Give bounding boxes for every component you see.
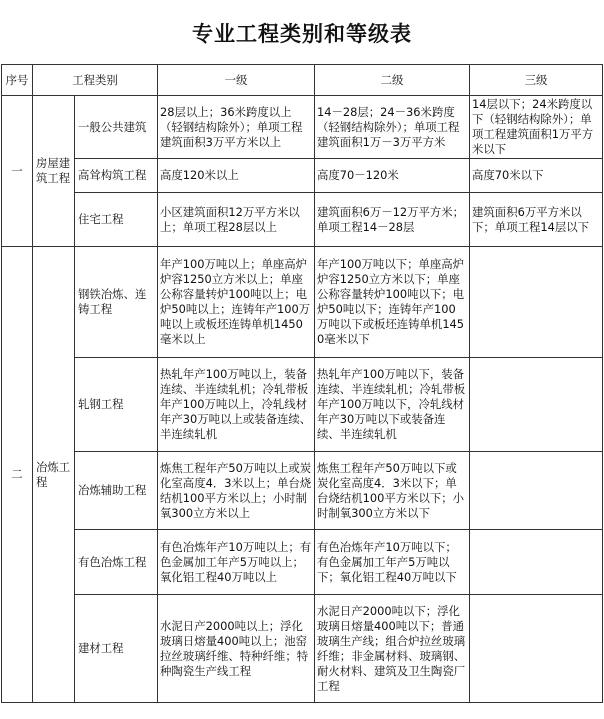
grade-3-cell: [470, 595, 603, 703]
grade-2-cell: 炼焦工程年产50万吨以下或炭化室高度4．3米以下；单台烧结机100平方米以下；小时制氧300立方米以下: [315, 452, 470, 530]
grade-3-cell: 14层以下；24米跨度以下（轻钢结构除外）；单项工程建筑面积1万平方米以下: [470, 96, 603, 159]
sub-category: 一般公共建筑: [75, 96, 158, 159]
grade-2-cell: 热轧年产100万吨以下，装备连续、半连续轧机；冷轧带板年产100万吨以下，冷轧线材年产30万吨以下或装备连续、半连续轧机: [315, 358, 470, 452]
header-index: 序号: [2, 65, 33, 96]
grade-2-cell: 年产100万吨以下；单座高炉炉容1250立方米以下；单座公称容量转炉100吨以下；电炉50吨以下；连铸年产100万吨以下或板坯连铸单机1450毫米以下: [315, 247, 470, 358]
table-row: [2, 358, 603, 452]
grade-3-cell: [470, 247, 603, 358]
header-grade-2: 二级: [315, 65, 470, 96]
sub-category: 高耸构筑工程: [75, 159, 158, 193]
sub-category: 钢铁冶炼、连铸工程: [75, 247, 158, 358]
table-row: [2, 247, 603, 358]
header-grade-3: 三级: [470, 65, 603, 96]
sub-category: 冶炼辅助工程: [75, 452, 158, 530]
grade-2-cell: 高度70－120米: [315, 159, 470, 193]
grade-1-cell: 热轧年产100万吨以上，装备连续、半连续轧机；冷轧带板年产100万吨以上，冷轧线材年产30万吨以上或装备连续、半连续轧机: [158, 358, 315, 452]
grade-1-cell: 高度120米以上: [158, 159, 315, 193]
grade-3-cell: 高度70米以下: [470, 159, 603, 193]
group-name: 房屋建筑工程: [33, 96, 75, 247]
grade-2-cell: 有色冶炼年产10万吨以下；有色金属加工年产5万吨以下；氧化铝工程40万吨以下: [315, 530, 470, 595]
table-row: [2, 452, 603, 530]
grade-1-cell: 小区建筑面积12万平方米以上；单项工程28层以上: [158, 193, 315, 247]
grade-2-cell: 水泥日产2000吨以下；浮化玻璃日熔量400吨以下；普通玻璃生产线；组合炉拉丝玻璃纤维；非金属材料、玻璃钢、耐火材料、建筑及卫生陶瓷厂工程: [315, 595, 470, 703]
header-category: 工程类别: [33, 65, 158, 96]
grade-3-cell: [470, 452, 603, 530]
sub-category: 轧钢工程: [75, 358, 158, 452]
grade-1-cell: 28层以上；36米跨度以上（轻钢结构除外）；单项工程建筑面积3万平方米以上: [158, 96, 315, 159]
group-name: 冶炼工程: [33, 247, 75, 703]
grade-1-cell: 炼焦工程年产50万吨以上或炭化室高度4．3米以上；单台烧结机100平方米以上；小时制氧300立方米以上: [158, 452, 315, 530]
grade-3-cell: [470, 358, 603, 452]
header-grade-1: 一级: [158, 65, 315, 96]
group-index: 一: [2, 96, 33, 247]
table-row: [2, 96, 603, 159]
grade-2-cell: 14－28层；24－36米跨度（轻钢结构除外）；单项工程建筑面积1万－3万平方米: [315, 96, 470, 159]
grade-3-cell: [470, 530, 603, 595]
group-index: 二: [2, 247, 33, 703]
grade-2-cell: 建筑面积6万－12万平方米；单项工程14－28层: [315, 193, 470, 247]
table-row: [2, 530, 603, 595]
table-row: [2, 193, 603, 247]
grade-1-cell: 水泥日产2000吨以上；浮化玻璃日熔量400吨以上；池窑拉丝玻璃纤维、特种纤维；特种陶瓷生产线工程: [158, 595, 315, 703]
sub-category: 住宅工程: [75, 193, 158, 247]
page-title: 专业工程类别和等级表: [192, 22, 412, 46]
grade-1-cell: 年产100万吨以上；单座高炉炉容1250立方米以上；单座公称容量转炉100吨以上；电炉50吨以上；连铸年产100万吨以上或板坯连铸单机1450毫米以上: [158, 247, 315, 358]
grade-3-cell: 建筑面积6万平方米以下；单项工程14层以下: [470, 193, 603, 247]
table-row: [2, 595, 603, 703]
table-header-row: [2, 65, 603, 96]
sub-category: 建材工程: [75, 595, 158, 703]
table-row: [2, 159, 603, 193]
grade-table: [1, 64, 603, 703]
sub-category: 有色冶炼工程: [75, 530, 158, 595]
grade-1-cell: 有色冶炼年产10万吨以上；有色金属加工年产5万吨以上；氧化铝工程40万吨以上: [158, 530, 315, 595]
